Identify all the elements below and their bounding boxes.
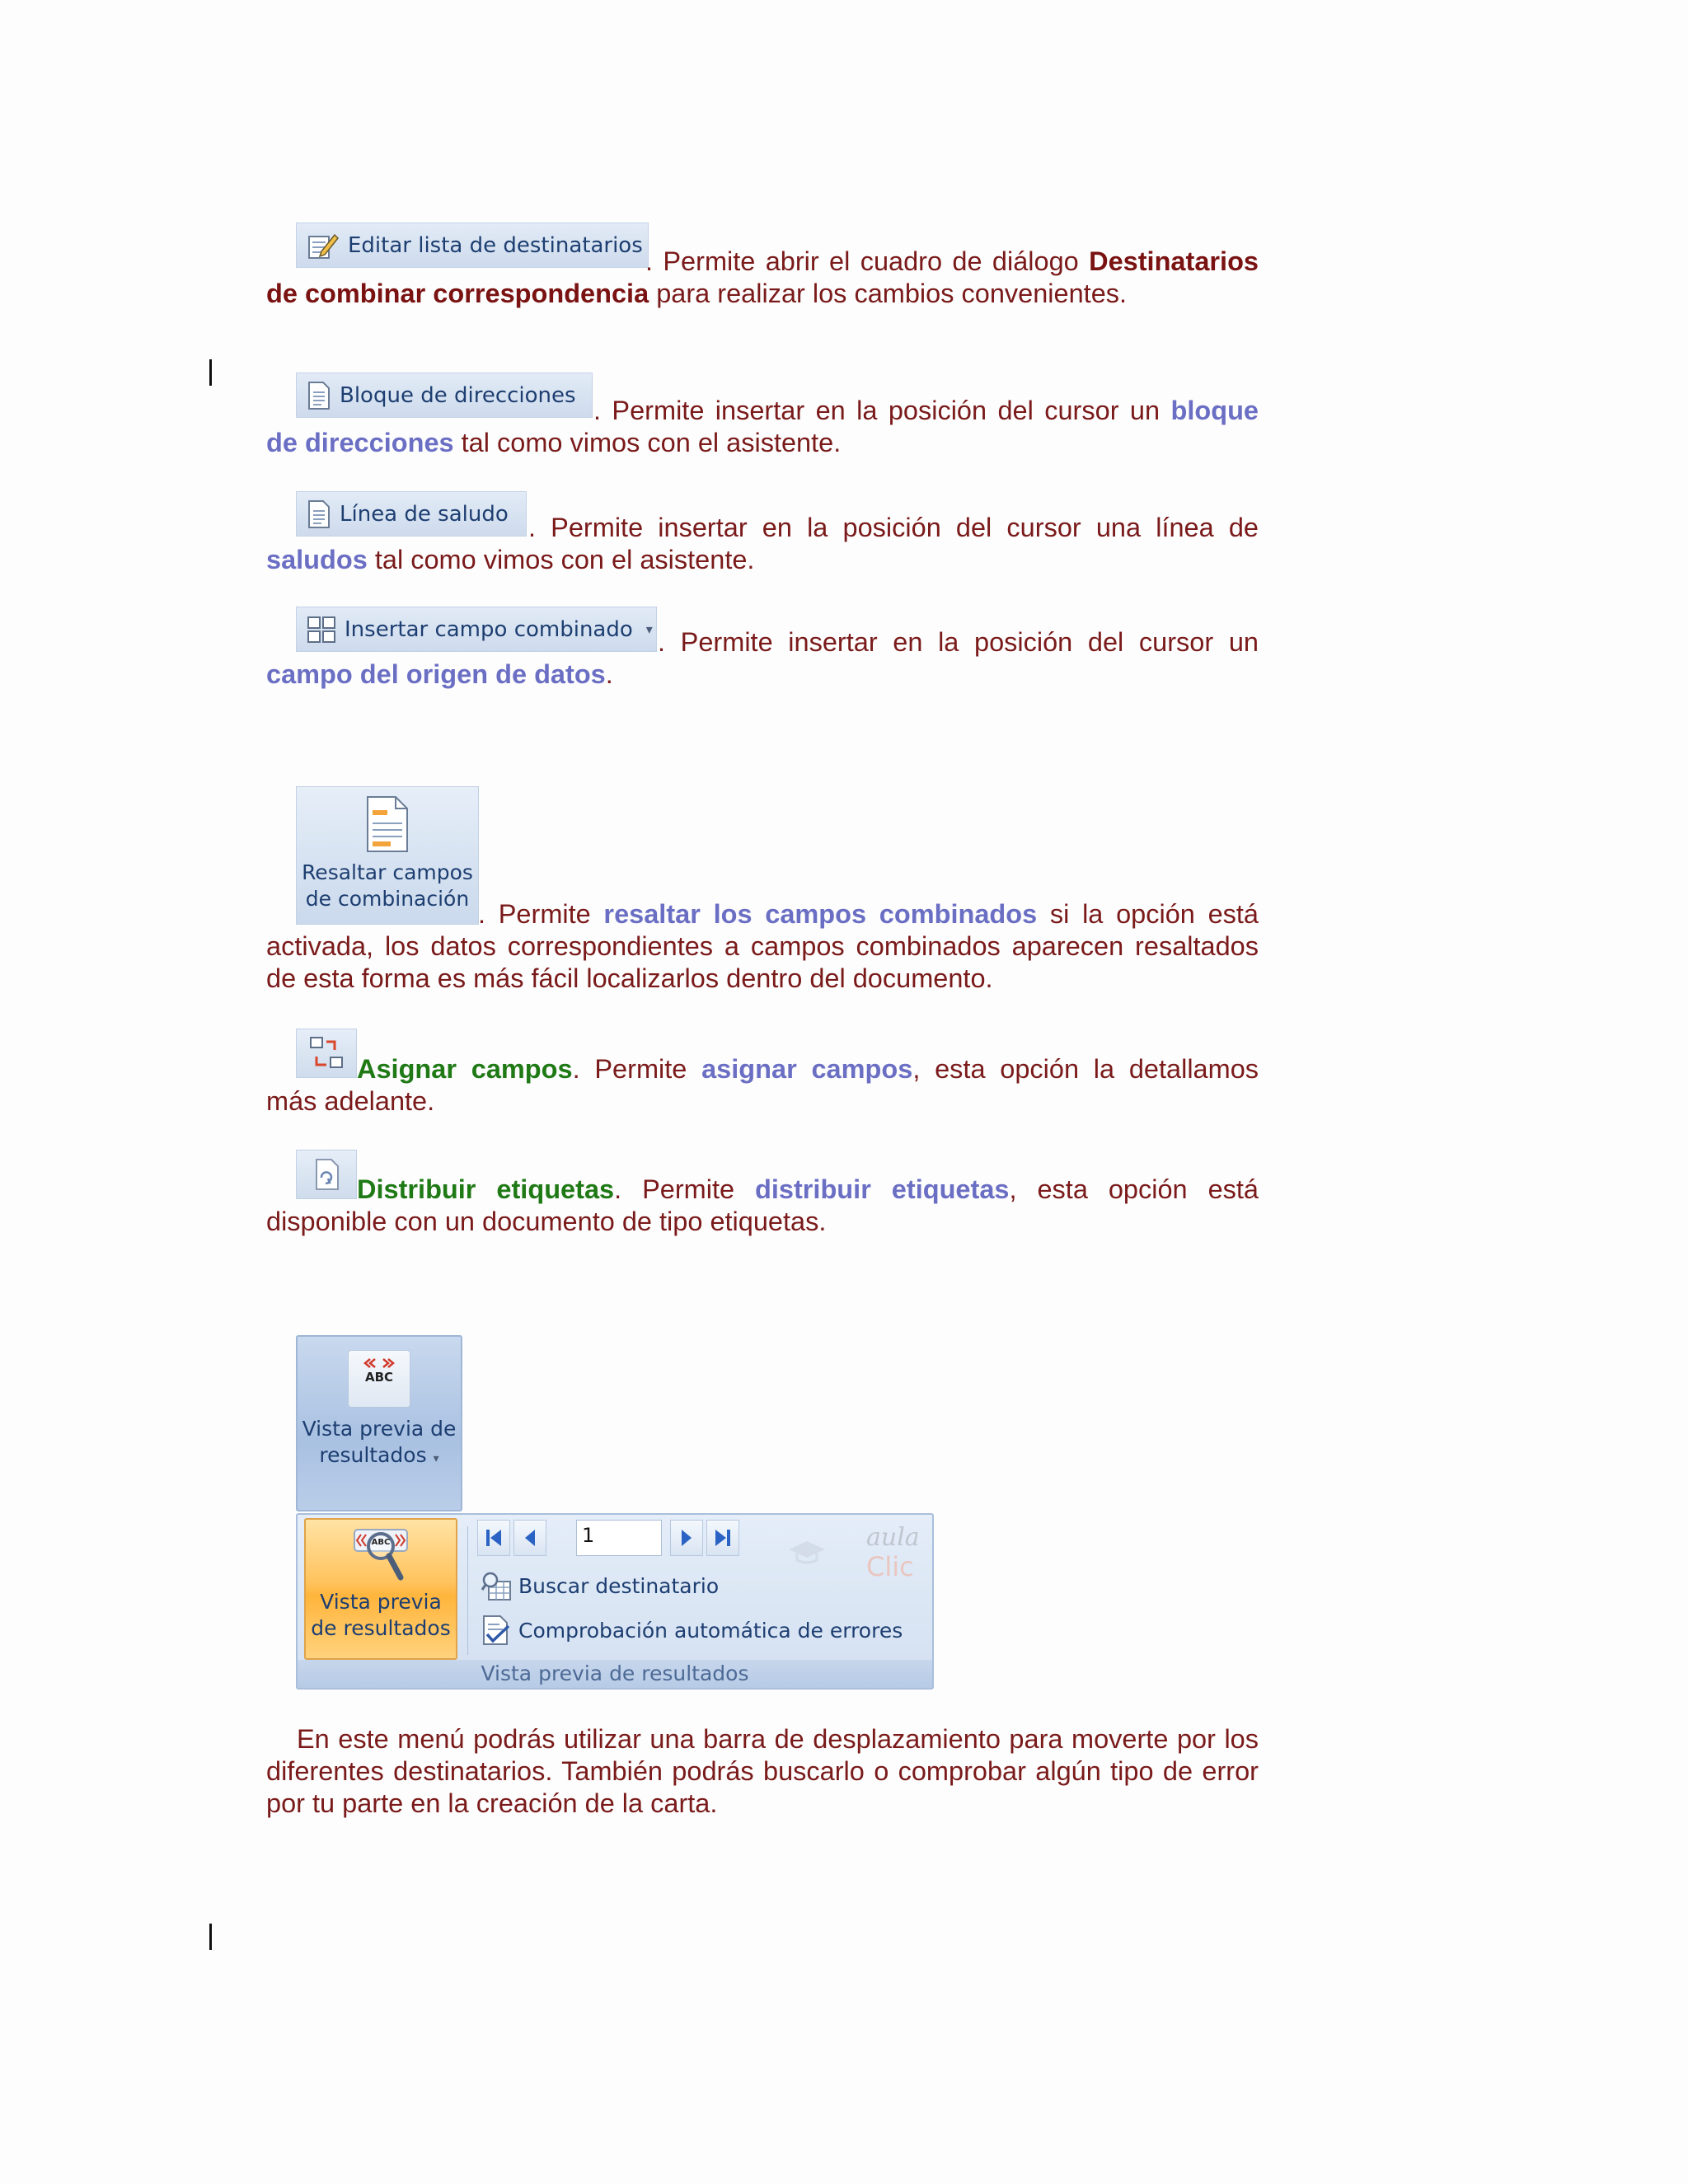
- p4-text-c: .: [605, 659, 613, 689]
- bloque-label: Bloque de direcciones: [340, 382, 576, 408]
- vista-previa-big-button[interactable]: [304, 1518, 457, 1660]
- last-record-button[interactable]: [706, 1520, 739, 1556]
- last-record-icon: [714, 1528, 732, 1548]
- p2-text-c: tal como vimos con el asistente.: [453, 428, 842, 457]
- paragraph-insertar: [266, 626, 1259, 691]
- text-cursor: [209, 1924, 212, 1950]
- watermark-clic: Clic: [866, 1551, 914, 1582]
- chevrons-icon: [362, 1357, 396, 1369]
- p2-bloque-direcciones: bloque de direcciones: [266, 396, 1259, 457]
- p1-text-c: para realizar los cambios convenientes.: [649, 279, 1128, 308]
- first-record-icon: [485, 1528, 503, 1548]
- aula-clic-watermark-icon: [785, 1528, 878, 1572]
- insertar-label: Insertar campo combinado: [345, 616, 633, 642]
- chevron-down-icon: ▾: [433, 1452, 439, 1465]
- next-record-icon: [680, 1528, 693, 1548]
- p7-distribuir-title: Distribuir etiquetas: [357, 1174, 615, 1204]
- magnifier-abc-icon: [348, 1525, 414, 1591]
- group-label: Vista previa de resultados: [481, 1661, 749, 1685]
- p5-text-c: si la opción está activada, los datos correspondientes a campos combinados aparecen resaltados de esta forma es más fácil localizarlos dentro del documento.: [266, 899, 1259, 993]
- paragraph-linea: [266, 512, 1259, 576]
- check-errors-icon: [481, 1615, 512, 1646]
- top-label-2-row: [298, 1442, 461, 1472]
- paragraph-editar: [266, 246, 1259, 310]
- top-label-1: Vista previa de: [302, 1417, 457, 1441]
- resaltar-label-2: de combinación: [305, 887, 470, 911]
- p7-text-b: . Permite: [614, 1174, 755, 1204]
- p6-asignar-campos: asignar campos: [701, 1054, 913, 1084]
- next-record-button[interactable]: [670, 1520, 703, 1556]
- editar-label: Editar lista de destinatarios: [348, 232, 643, 258]
- linea-label: Línea de saludo: [340, 501, 509, 527]
- abc-text: ABC: [371, 1538, 391, 1547]
- ribbon-group-vista-previa: [296, 1513, 934, 1690]
- p1-text-a: . Permite abrir el cuadro de diálogo: [645, 246, 1079, 276]
- divider: [467, 1526, 468, 1655]
- big-label-2: de resultados: [311, 1616, 451, 1640]
- highlight-document-icon: [363, 794, 412, 855]
- big-label-1: Vista previa: [320, 1590, 442, 1614]
- paragraph-resaltar: [266, 898, 1259, 995]
- paragraph-final: [266, 1723, 1259, 1820]
- p2-text-a: . Permite insertar en la posición del cursor un: [593, 396, 1171, 425]
- p8-text: En este menú podrás utilizar una barra de desplazamiento para moverte por los diferentes destinatarios. También podrás buscarlo o comprobar algún tipo de error por tu parte en la creación de la carta.: [266, 1724, 1259, 1818]
- p3-saludos: saludos: [266, 545, 368, 574]
- resaltar-label-1: Resaltar campos: [302, 860, 473, 884]
- group-label-bar: [298, 1660, 932, 1688]
- record-number-input[interactable]: [576, 1520, 662, 1556]
- abc-text: ABC: [364, 1370, 394, 1385]
- previous-record-icon: [523, 1528, 537, 1548]
- p6-asignar-title: Asignar campos: [357, 1054, 573, 1084]
- abc-tile: [348, 1350, 410, 1408]
- p5-text-a: . Permite: [478, 899, 604, 929]
- p1-destinatarios: Destinatarios de combinar correspondencia: [266, 246, 1259, 308]
- paragraph-distribuir: [266, 1174, 1259, 1238]
- comprobacion-errores-button[interactable]: [481, 1614, 903, 1647]
- buscar-destinatario-button[interactable]: [481, 1569, 719, 1602]
- comprobacion-label: Comprobación automática de errores: [518, 1618, 903, 1643]
- p5-resaltar: resaltar los campos combinados: [603, 899, 1038, 929]
- text-cursor: [209, 359, 212, 386]
- watermark-aula: aula: [866, 1523, 920, 1552]
- record-number: 1: [582, 1524, 595, 1547]
- p4-text-a: . Permite insertar en la posición del cursor un: [658, 627, 1259, 657]
- chevron-down-icon: ▾: [645, 621, 653, 637]
- p4-campo-origen: campo del origen de datos: [266, 659, 606, 689]
- p6-text-b: . Permite: [572, 1054, 702, 1084]
- paragraph-bloque: [266, 395, 1259, 459]
- first-record-button[interactable]: [477, 1520, 510, 1556]
- p7-distribuir-etiquetas: distribuir etiquetas: [755, 1174, 1010, 1204]
- p3-text-c: tal como vimos con el asistente.: [367, 545, 755, 574]
- buscar-label: Buscar destinatario: [518, 1573, 720, 1598]
- find-recipient-icon: [481, 1570, 512, 1601]
- previous-record-button[interactable]: [513, 1520, 546, 1556]
- p3-text-a: . Permite insertar en la posición del cursor una línea de: [528, 513, 1259, 542]
- top-label-2: resultados: [319, 1443, 427, 1467]
- p7-text-d: , esta opción está disponible con un documento de tipo etiquetas.: [266, 1174, 1259, 1236]
- paragraph-asignar: [266, 1053, 1259, 1118]
- vista-previa-collapsed-button[interactable]: [296, 1335, 462, 1511]
- p6-text-d: , esta opción la detallamos más adelante.: [266, 1054, 1259, 1116]
